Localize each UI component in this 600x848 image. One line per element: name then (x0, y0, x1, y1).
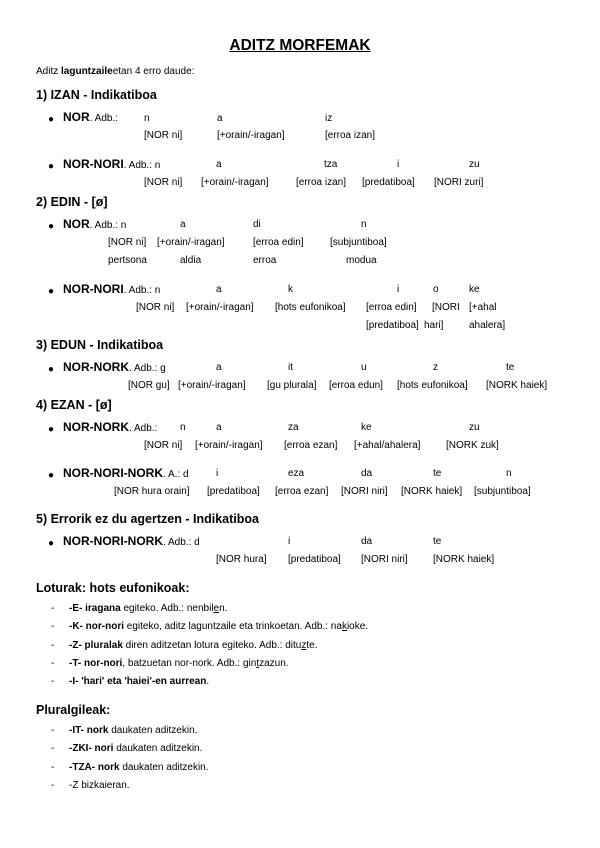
loturak-item: -T- nor-nori, batzuetan nor-nork. Adb.: gintzazun. (69, 658, 289, 669)
gloss: [NORK haiek] (401, 486, 463, 497)
gloss: [+orain/-iragan] (178, 380, 246, 391)
dash-marker: - (51, 676, 55, 687)
morpheme: o (433, 284, 439, 295)
gloss: [hots eufonikoa] (397, 380, 468, 391)
gloss: [+ahal/ahalera] (354, 440, 421, 451)
gloss: [+orain/-iragan] (157, 237, 225, 248)
morpheme: iz (325, 113, 333, 124)
example-label: NOR-NORI-NORK. A.: d (63, 466, 189, 480)
gloss: [hots eufonikoa] (275, 302, 346, 313)
gloss: [NOR hura] (216, 554, 267, 565)
morpheme: i (397, 284, 400, 295)
morpheme: z (433, 362, 438, 373)
morpheme: da (361, 468, 373, 479)
morpheme: a (217, 113, 223, 124)
morpheme: za (288, 422, 299, 433)
bullet-icon: ● (48, 286, 55, 297)
pluralgileak-item: -IT- nork daukaten aditzekin. (69, 725, 198, 736)
gloss: ahalera] (469, 320, 506, 331)
gloss: [erroa izan] (296, 177, 347, 188)
example-label: NOR. Adb.: n (63, 217, 127, 231)
morpheme: a (216, 284, 222, 295)
morpheme: te (506, 362, 515, 373)
morpheme: a (180, 219, 186, 230)
section-heading-edin: 2) EDIN - [ø] (36, 195, 108, 209)
bullet-icon: ● (48, 114, 55, 125)
dash-marker: - (51, 658, 55, 669)
dash-marker: - (51, 743, 55, 754)
gloss: hari] (424, 320, 444, 331)
gloss: [+orain/-iragan] (201, 177, 269, 188)
dash-marker: - (51, 603, 55, 614)
gloss: [NOR ni] (144, 440, 183, 451)
morpheme: da (361, 536, 373, 547)
loturak-item: -I- 'hari' eta 'haiei'-en aurrean. (69, 676, 210, 687)
morpheme: n (506, 468, 512, 479)
section-heading-ezan: 4) EZAN - [ø] (36, 398, 112, 412)
section-heading-izan: 1) IZAN - Indikatiboa (36, 88, 157, 102)
gloss: [+orain/-iragan] (195, 440, 263, 451)
morpheme: it (288, 362, 293, 373)
gloss: [erroa izan] (325, 130, 376, 141)
intro-text: Aditz laguntzaileetan 4 erro daude: (36, 66, 195, 77)
bullet-icon: ● (48, 161, 55, 172)
gloss: [+orain/-iragan] (217, 130, 285, 141)
loturak-item: -Z- pluralak diren aditzetan lotura egiteko. Adb.: dituzte. (69, 640, 318, 651)
section-heading-errorik: 5) Errorik ez du agertzen - Indikatiboa (36, 512, 259, 526)
gloss-category: modua (346, 255, 377, 266)
morpheme: di (253, 219, 261, 230)
bullet-icon: ● (48, 221, 55, 232)
gloss: [gu plurala] (267, 380, 317, 391)
gloss: [erroa edin] (366, 302, 417, 313)
bullet-icon: ● (48, 538, 55, 549)
morpheme: tza (324, 159, 338, 170)
morpheme: a (216, 362, 222, 373)
gloss: [NOR hura orain] (114, 486, 190, 497)
gloss: [NORI (432, 302, 460, 313)
gloss: [NORK zuk] (446, 440, 499, 451)
bullet-icon: ● (48, 364, 55, 375)
morpheme: a (216, 159, 222, 170)
gloss: [erroa edun] (329, 380, 383, 391)
gloss: [erroa ezan] (284, 440, 338, 451)
gloss-category: aldia (180, 255, 202, 266)
gloss: [+ahal (469, 302, 497, 313)
morpheme: zu (469, 159, 480, 170)
pluralgileak-item: -TZA- nork daukaten aditzekin. (69, 762, 209, 773)
gloss: [NOR ni] (108, 237, 147, 248)
gloss: [subjuntiboa] (330, 237, 387, 248)
gloss-category: pertsona (108, 255, 147, 266)
dash-marker: - (51, 780, 55, 791)
bullet-icon: ● (48, 470, 55, 481)
morpheme: ke (469, 284, 480, 295)
morpheme: n (180, 422, 186, 433)
section-heading-edun: 3) EDUN - Indikatiboa (36, 338, 164, 352)
morpheme: k (288, 284, 293, 295)
loturak-item: -K- nor-nori egiteko, aditz laguntzaile eta trinkoetan. Adb.: nakioke. (69, 621, 369, 632)
pluralgileak-item: -ZKI- nori daukaten aditzekin. (69, 743, 203, 754)
morpheme: i (216, 468, 219, 479)
morpheme: eza (288, 468, 305, 479)
loturak-item: -E- iragana egiteko. Adb.: nenbilen. (69, 603, 228, 614)
example-label: NOR-NORK. Adb.: g (63, 360, 166, 374)
morpheme: u (361, 362, 367, 373)
pluralgileak-item: -Z bizkaieran. (69, 780, 130, 791)
example-label: NOR-NORK. Adb.: (63, 420, 158, 434)
gloss: [NOR gu] (128, 380, 170, 391)
morpheme: te (433, 468, 442, 479)
morpheme: n (144, 113, 150, 124)
gloss: [NOR ni] (144, 177, 183, 188)
example-label: NOR-NORI. Adb.: n (63, 157, 161, 171)
morpheme: i (288, 536, 291, 547)
example-label: NOR-NORI-NORK. Adb.: d (63, 534, 200, 548)
example-label: NOR. Adb.: (63, 110, 119, 124)
dash-marker: - (51, 725, 55, 736)
morpheme: a (216, 422, 222, 433)
gloss: [+orain/-iragan] (186, 302, 254, 313)
pluralgileak-heading: Pluralgileak: (36, 703, 111, 717)
morpheme: i (397, 159, 400, 170)
morpheme: te (433, 536, 442, 547)
loturak-heading: Loturak: hots eufonikoak: (36, 581, 190, 595)
gloss: [NORI zuri] (434, 177, 484, 188)
gloss: [predatiboa] (366, 320, 419, 331)
gloss: [NORI niri] (341, 486, 388, 497)
gloss: [predatiboa] (288, 554, 341, 565)
morpheme: ke (361, 422, 372, 433)
bullet-icon: ● (48, 424, 55, 435)
gloss: [NOR ni] (144, 130, 183, 141)
dash-marker: - (51, 640, 55, 651)
morpheme: zu (469, 422, 480, 433)
morpheme: n (361, 219, 367, 230)
page-title: ADITZ MORFEMAK (229, 37, 371, 54)
gloss: [NORK haiek] (486, 380, 548, 391)
gloss: [predatiboa] (207, 486, 260, 497)
gloss: [NORI niri] (361, 554, 408, 565)
example-label: NOR-NORI. Adb.: n (63, 282, 161, 296)
gloss: [predatiboa] (362, 177, 415, 188)
gloss: [NORK haiek] (433, 554, 495, 565)
gloss-category: erroa (253, 255, 277, 266)
dash-marker: - (51, 621, 55, 632)
gloss: [subjuntiboa] (474, 486, 531, 497)
dash-marker: - (51, 762, 55, 773)
gloss: [erroa ezan] (275, 486, 329, 497)
gloss: [NOR ni] (136, 302, 175, 313)
gloss: [erroa edin] (253, 237, 304, 248)
